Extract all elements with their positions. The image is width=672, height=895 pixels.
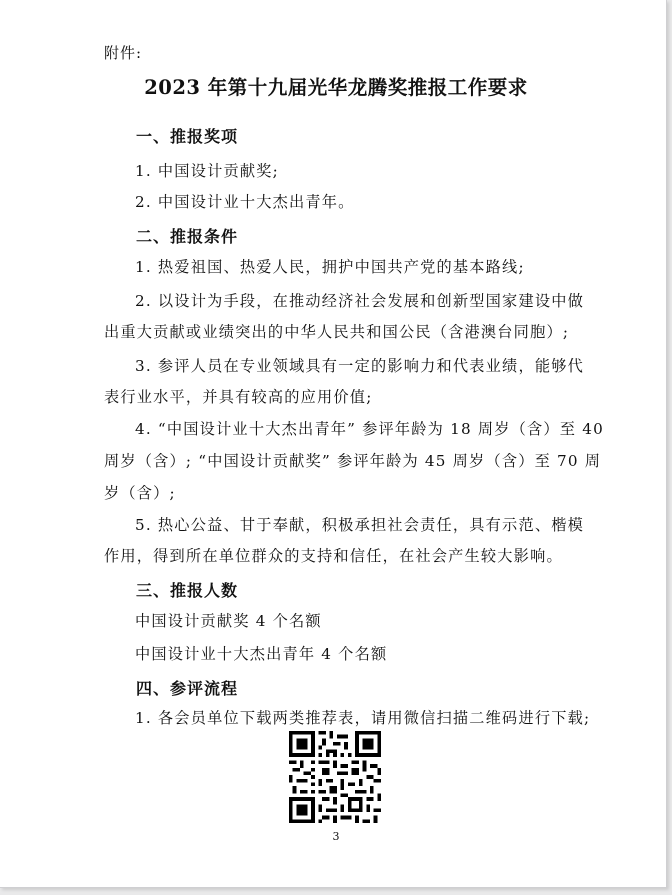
attachment-label: 附件:: [104, 44, 143, 62]
condition-5-line-1: 5. 热心公益、甘于奉献，积极承担社会责任，具有示范、楷模: [135, 516, 584, 534]
quota-line-2: 中国设计业十大杰出青年 4 个名额: [135, 645, 388, 663]
condition-4-line-1: 4. “中国设计业十大杰出青年” 参评年龄为 18 周岁（含）至 40: [135, 420, 604, 438]
process-item-1: 1. 各会员单位下载两类推荐表，请用微信扫描二维码进行下载;: [135, 709, 591, 727]
award-item-1: 1. 中国设计贡献奖;: [135, 162, 279, 180]
section-heading-3: 三、推报人数: [136, 581, 239, 600]
quota-line-1: 中国设计贡献奖 4 个名额: [135, 612, 322, 630]
condition-1: 1. 热爱祖国、热爱人民，拥护中国共产党的基本路线;: [135, 258, 525, 276]
condition-4-line-2: 周岁（含）; “中国设计贡献奖” 参评年龄为 45 周岁（含）至 70 周: [104, 452, 602, 470]
condition-5-line-2: 作用，得到所在单位群众的支持和信任，在社会产生较大影响。: [104, 547, 563, 565]
document-title: 2023 年第十九届光华龙腾奖推报工作要求: [144, 76, 528, 99]
section-heading-1: 一、推报奖项: [136, 127, 239, 146]
condition-3-line-1: 3. 参评人员在专业领域具有一定的影响力和代表业绩，能够代: [135, 357, 584, 375]
condition-4-line-3: 岁（含）;: [104, 484, 176, 502]
condition-2-line-2: 出重大贡献或业绩突出的中华人民共和国公民（含港澳台同胞）;: [104, 323, 570, 341]
section-heading-4: 四、参评流程: [136, 679, 239, 698]
page-number: 3: [332, 830, 340, 843]
condition-3-line-2: 表行业水平，并具有较高的应用价值;: [104, 388, 373, 406]
condition-2-line-1: 2. 以设计为手段，在推动经济社会发展和创新型国家建设中做: [135, 292, 584, 310]
qr-code-icon[interactable]: [289, 731, 381, 823]
section-heading-2: 二、推报条件: [136, 227, 239, 246]
award-item-2: 2. 中国设计业十大杰出青年。: [135, 193, 355, 211]
